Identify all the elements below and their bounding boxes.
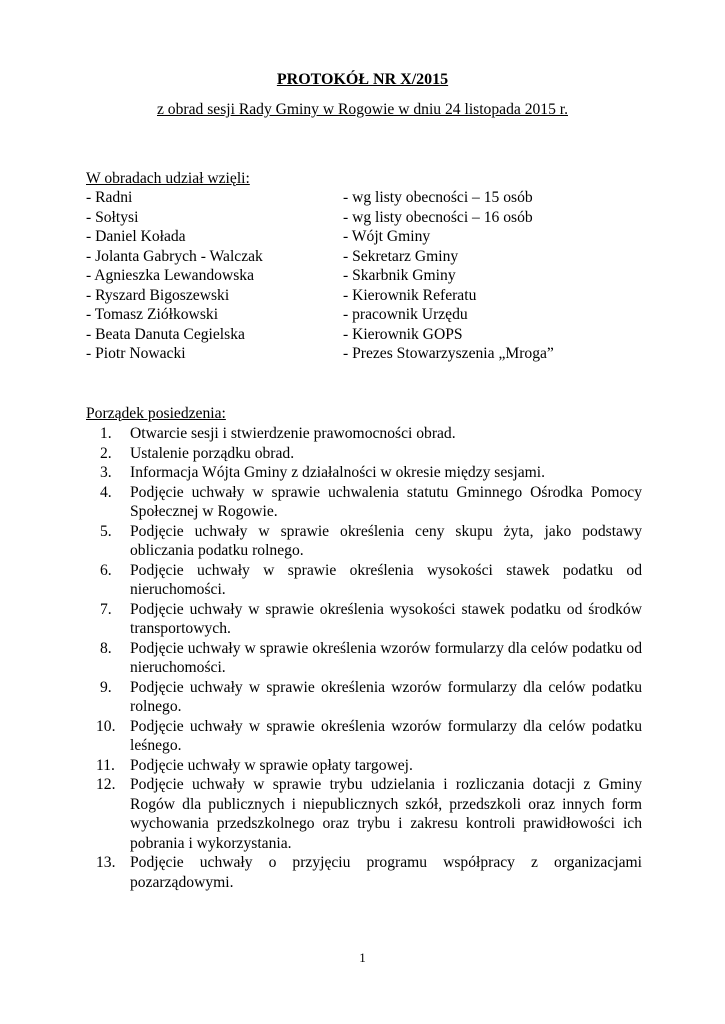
page-number: 1 [359, 950, 366, 965]
attendee-row [86, 305, 646, 325]
agenda-item [86, 600, 642, 639]
attendee-role: - wg listy obecności – 16 osób [343, 208, 533, 226]
attendee-role: - pracownik Urzędu [343, 306, 468, 323]
agenda-item-text: Podjęcie uchwały w sprawie określenia wysokości stawek podatku od nieruchomości. [130, 561, 642, 598]
agenda-item-number: 9. [100, 678, 112, 696]
agenda-item-number: 3. [100, 464, 112, 481]
attendee-row [86, 188, 646, 208]
agenda-item-number: 5. [100, 522, 112, 540]
attendee-name: - Piotr Nowacki [86, 345, 186, 362]
attendee-name: - Agnieszka Lewandowska [86, 267, 255, 284]
agenda-item-text: Podjęcie uchwały w sprawie określenia wysokości stawek podatku od środków transportowych. [130, 600, 642, 637]
agenda-list [86, 424, 642, 892]
document-title: PROTOKÓŁ NR X/2015 [276, 71, 449, 88]
attendee-row [86, 266, 646, 286]
agenda-item [86, 522, 642, 561]
agenda-item-text: Podjęcie uchwały w sprawie trybu udzielania i rozliczania dotacji z Gminy Rogów dla publicznych i niepublicznych szkół, przedszkoli oraz innych form wychowania przedszkolnego oraz trybu i zakresu kontroli prawidłowości ich pobrania i wykorzystania. [130, 776, 642, 852]
agenda-item-text: Podjęcie uchwały w sprawie określenia wzorów formularzy dla celów podatku leśnego. [130, 717, 642, 754]
attendee-role: - wg listy obecności – 15 osób [343, 189, 533, 206]
agenda-item [86, 639, 642, 678]
agenda-item-text: Ustalenie porządku obrad. [130, 444, 295, 462]
agenda-item-number: 8. [100, 639, 112, 657]
agenda-item-number: 13. [96, 854, 116, 871]
agenda-item-number: 6. [100, 561, 112, 579]
agenda-item-text: Podjęcie uchwały o przyjęciu programu współpracy z organizacjami pozarządowymi. [130, 854, 642, 891]
agenda-item [86, 678, 642, 717]
attendee-role: - Kierownik Referatu [343, 286, 477, 304]
agenda-item-text: Podjęcie uchwały w sprawie określenia ceny skupu żyta, jako podstawy obliczania podatku rolnego. [130, 522, 642, 559]
agenda-item [86, 444, 642, 464]
attendee-name: - Daniel Kołada [86, 228, 186, 245]
document-subtitle: z obrad sesji Rady Gminy w Rogowie w dniu 24 listopada 2015 r. [156, 101, 569, 118]
agenda-item-number: 4. [100, 483, 112, 501]
attendee-name: - Ryszard Bigoszewski [86, 286, 230, 304]
attendee-name: - Tomasz Ziółkowski [86, 306, 219, 323]
attendee-row [86, 286, 646, 306]
agenda-item-number: 7. [100, 600, 112, 618]
attendee-row [86, 344, 646, 364]
attendee-row [86, 325, 646, 345]
attendee-role: - Kierownik GOPS [343, 325, 463, 343]
agenda-item-text: Otwarcie sesji i stwierdzenie prawomocności obrad. [130, 425, 456, 442]
attendee-name: - Sołtysi [86, 208, 139, 226]
agenda-item [86, 853, 642, 892]
attendee-name: - Beata Danuta Cegielska [86, 325, 245, 343]
agenda-item-number: 1. [100, 425, 112, 442]
attendee-role: - Skarbnik Gminy [343, 267, 456, 284]
attendee-role: - Wójt Gminy [343, 228, 431, 245]
agenda-item [86, 424, 642, 444]
attendee-row [86, 247, 646, 267]
attendee-row [86, 208, 646, 228]
attendees-list [86, 188, 646, 364]
agenda-item-number: 10. [96, 717, 116, 735]
agenda-item-text: Podjęcie uchwały w sprawie uchwalenia statutu Gminnego Ośrodka Pomocy Społecznej w Rogowie. [130, 483, 642, 520]
agenda-item-text: Podjęcie uchwały w sprawie opłaty targowej. [130, 756, 413, 774]
attendee-role: - Prezes Stowarzyszenia „Mroga” [343, 345, 554, 362]
attendee-row [86, 227, 646, 247]
attendance-heading: W obradach udział wzięli: [86, 170, 250, 187]
agenda-item-text: Podjęcie uchwały w sprawie określenia wzorów formularzy dla celów podatku rolnego. [130, 678, 642, 715]
agenda-item-number: 11. [96, 756, 115, 774]
agenda-item-number: 12. [96, 776, 116, 793]
agenda-heading: Porządek posiedzenia: [86, 405, 226, 422]
attendee-name: - Jolanta Gabrych - Walczak [86, 247, 263, 265]
attendee-role: - Sekretarz Gminy [343, 247, 459, 265]
agenda-item [86, 756, 642, 776]
agenda-item [86, 483, 642, 522]
agenda-item-text: Informacja Wójta Gminy z działalności w okresie między sesjami. [130, 464, 545, 481]
agenda-item-number: 2. [100, 444, 112, 462]
agenda-item [86, 463, 642, 483]
agenda-item-text: Podjęcie uchwały w sprawie określenia wzorów formularzy dla celów podatku od nieruchomości. [130, 639, 642, 676]
agenda-item [86, 561, 642, 600]
agenda-item [86, 717, 642, 756]
attendee-name: - Radni [86, 189, 133, 206]
agenda-item [86, 775, 642, 853]
